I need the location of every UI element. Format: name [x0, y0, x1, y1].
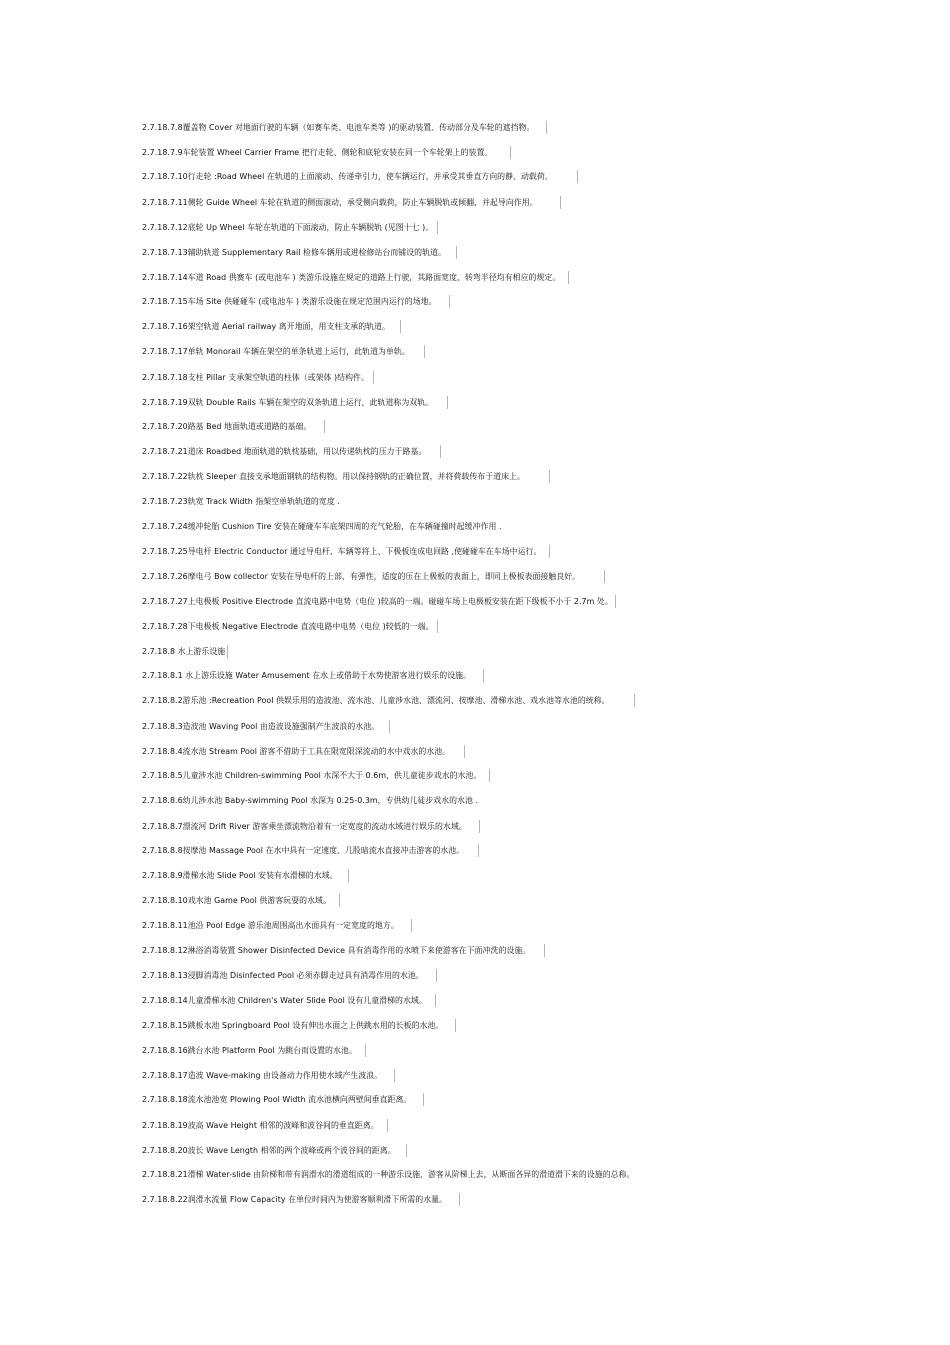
- line-text: 2.7.18.7.22轨枕 Sleeper 直接支承地面钢轨的结构物。用以保持钢轨的正确位置，并将荷载传布于道床上。: [142, 472, 525, 481]
- line-text: 2.7.18.7.14车道 Road 供赛车 (或电池车 ) 类游乐设施在规定的道路上行驶，其路面宽度、转弯半径均有相应的规定。: [142, 273, 561, 282]
- separator-bar: [459, 1193, 460, 1206]
- line-text: 2.7.18.7.21道床 Roadbed 地面轨道的轨枕基础，用以传递轨枕的压力于路基。: [142, 447, 427, 456]
- line-text: 2.7.18.8.2游乐池 :Recreation Pool 供娱乐用的造波池、流水池、儿童涉水池、漂流河、按摩池、滑梯水池、戏水池等水池的统称。: [142, 696, 610, 705]
- text-line: [142, 371, 374, 385]
- text-line: [142, 844, 479, 858]
- text-line: [142, 820, 480, 834]
- text-line: [142, 969, 437, 983]
- text-line: [142, 545, 550, 559]
- separator-bar: [424, 345, 425, 358]
- line-text: 2.7.18.8.15跳板水池 Springboard Pool 设有伸出水面之上供跳水用的长板的水池。: [142, 1021, 444, 1030]
- text-line: [142, 271, 569, 285]
- line-text: 2.7.18.7.28下电极板 Negative Electrode 直流电路中电势（电位 )较低的一端。: [142, 622, 434, 631]
- text-line: [142, 170, 578, 184]
- text-line: [142, 894, 340, 908]
- text-line: [142, 420, 325, 434]
- separator-bar: [348, 869, 349, 882]
- text-line: [142, 146, 511, 160]
- line-text: 2.7.18.8.21滑梯 Water-slide 由阶梯和带有润滑水的滑道组成的一种游乐设施，游客从阶梯上去，从断面各异的滑道滑下来的设施的总称。: [142, 1170, 635, 1179]
- text-line: [142, 196, 561, 210]
- line-text: 2.7.18.8.11池沿 Pool Edge 游乐池周围高出水面具有一定宽度的地方。: [142, 921, 399, 930]
- text-line: [142, 345, 425, 359]
- text-line: [142, 720, 390, 734]
- line-text: 2.7.18.7.27上电极板 Positive Electrode 直流电路中电势（电位 )较高的一端。碰碰车场上电极板安装在距下级板不小于 2.7m 处。: [142, 597, 613, 606]
- separator-bar: [568, 271, 569, 284]
- text-line: [142, 919, 412, 933]
- text-line: [142, 121, 547, 135]
- separator-bar: [324, 420, 325, 433]
- line-text: 2.7.18.7.16架空轨道 Aerial railway 离开地面，用支柱支承的轨道。: [142, 322, 390, 331]
- line-text: 2.7.18.8.12淋浴消毒装置 Shower Disinfected Device 具有消毒作用的水喷下来使游客在下面冲洗的设施。: [142, 946, 531, 955]
- line-text: 2.7.18.8.8按摩池 Massage Pool 在水中具有一定速度、几股暗流水直接冲击游客的水池。: [142, 846, 465, 855]
- line-text: 2.7.18.8.3造波池 Waving Pool 由造波设施强制产生波浪的水池。: [142, 722, 380, 731]
- line-text: 2.7.18.8.4流水池 Stream Pool 游客不借助于工具在限宽限深流动的水中戏水的水池。: [142, 747, 451, 756]
- line-text: 2.7.18.8.18流水池池宽 Plowing Pool Width 流水池横向两壁间垂直距离。: [142, 1095, 412, 1104]
- line-text: 2.7.18.8.5儿童涉水池 Children-swimming Pool 水深不大于 0.6m，供儿童徒步戏水的水池。: [142, 771, 482, 780]
- separator-bar: [546, 121, 547, 134]
- line-text: 2.7.18.8.16跳台水池 Platform Pool 为跳台而设置的水池。: [142, 1046, 357, 1055]
- separator-bar: [560, 196, 561, 209]
- line-text: 2.7.18.7.15车场 Site 供碰碰车 (或电池车 ) 类游乐设施在规定范围内运行的场地。: [142, 297, 437, 306]
- text-line: [142, 1044, 366, 1058]
- separator-bar: [373, 371, 374, 384]
- separator-bar: [455, 1019, 456, 1032]
- line-text: 2.7.18.7.10行走轮 :Road Wheel 在轨道的上面滚动、传递牵引力，使车辆运行，并承受其垂直方向的静、动载荷。: [142, 172, 553, 181]
- separator-bar: [478, 844, 479, 857]
- line-text: 2.7.18.7.9车轮装置 Wheel Carrier Frame 把行走轮、侧轮和底轮安装在同一个车轮架上的装置。: [142, 148, 493, 157]
- separator-bar: [615, 595, 616, 608]
- line-text: 2.7.18.7.24缓冲轮胎 Cushion Tire 安装在碰碰车车底架四周的充气轮胎，在车辆碰撞时起缓冲作用 .: [142, 522, 502, 531]
- text-line: [142, 769, 490, 783]
- text-line: [142, 944, 545, 958]
- separator-bar: [394, 1069, 395, 1082]
- text-line: [142, 669, 484, 683]
- separator-bar: [436, 969, 437, 982]
- text-line: [142, 445, 441, 459]
- separator-bar: [464, 745, 465, 758]
- line-text: 2.7.18.7.19双轨 Double Rails 车辆在架空的双条轨道上运行，此轨道称为双轨。: [142, 398, 434, 407]
- text-line: [142, 1193, 460, 1207]
- separator-bar: [387, 1119, 388, 1132]
- line-text: 2.7.18.8.6幼儿涉水池 Baby-swimming Pool 水深为 0.25-0.3m，专供幼儿徒步戏水的水池 .: [142, 796, 479, 805]
- line-text: 2.7.18.7.20路基 Bed 地面轨道或道路的基础。: [142, 422, 312, 431]
- line-text: 2.7.18.8.22润滑水流量 Flow Capacity 在单位时间内为使游客顺利滑下所需的水量。: [142, 1195, 448, 1204]
- line-text: 2.7.18.8.13浸脚消毒池 Disinfected Pool 必须赤脚走过具有消毒作用的水池。: [142, 971, 424, 980]
- separator-bar: [423, 1093, 424, 1106]
- text-line: [142, 1019, 456, 1033]
- separator-bar: [411, 919, 412, 932]
- line-text: 2.7.18.8.9滑梯水池 Slide Pool 安装有水滑梯的水域。: [142, 871, 338, 880]
- text-line: [142, 396, 448, 410]
- separator-bar: [449, 295, 450, 308]
- line-text: 2.7.18.7.13辅助轨道 Supplementary Rail 检修车辆用或进检修站台而铺设的轨道。: [142, 248, 446, 257]
- line-text: 2.7.18.7.8覆盖物 Cover 对地面行驶的车辆（如赛车类、电池车类等 )的驱动装置、传动部分及车轮的遮挡物。: [142, 123, 535, 132]
- text-line: [142, 794, 478, 808]
- separator-bar: [483, 669, 484, 682]
- text-line: [142, 595, 616, 609]
- separator-bar: [365, 1044, 366, 1057]
- separator-bar: [549, 545, 550, 558]
- text-line: [142, 295, 450, 309]
- section-heading: [142, 645, 228, 659]
- text-line: [142, 495, 340, 509]
- separator-bar: [544, 944, 545, 957]
- line-text: 2.7.18.7.17单轨 Monorail 车辆在架空的单条轨道上运行，此轨道为单轨。: [142, 347, 410, 356]
- separator-bar: [440, 445, 441, 458]
- line-text: 2.7.18.8.1 水上游乐设施 Water Amusement 在水上或借助于水势使游客进行娱乐的设施。: [142, 671, 472, 680]
- line-text: 2.7.18.7.26摩电弓 Bow collector 安装在导电杆的上部，有弹性，适度的压在上极板的表面上，即同上极板表面接触良好。: [142, 572, 581, 581]
- line-text: 2.7.18.8.19波高 Wave Height 相邻的波峰和波谷间的垂直距离。: [142, 1121, 379, 1130]
- text-line: [142, 221, 438, 235]
- separator-bar: [634, 694, 635, 707]
- line-text: 2.7.18.8.10戏水池 Game Pool 供游客玩耍的水域。: [142, 896, 331, 905]
- separator-bar: [437, 221, 438, 234]
- separator-bar: [406, 1144, 407, 1157]
- text-line: [142, 994, 436, 1008]
- line-text: 2.7.18.7.12底轮 Up Wheel 车轮在轨道的下面滚动，防止车辆脱轨 (见图十七 )。: [142, 223, 434, 232]
- separator-bar: [479, 820, 480, 833]
- text-line: [142, 320, 401, 334]
- text-line: [142, 1093, 424, 1107]
- line-text: 2.7.18.7.11侧轮 Guide Wheel 车轮在轨道的侧面滚动，承受侧向载荷，防止车辆脱轨或倾翻，并起导向作用。: [142, 198, 538, 207]
- line-text: 2.7.18.8.17造波 Wave-making 由设备动力作用使水域产生波浪。: [142, 1071, 383, 1080]
- line-text: 2.7.18.8.7漂流河 Drift River 游客乘坐漂流物沿着有一定宽度的流动水域进行娱乐的水域。: [142, 822, 467, 831]
- text-line: [142, 694, 635, 708]
- line-text: 2.7.18.8.14儿童滑梯水池 Children's Water Slide Pool 设有儿童滑梯的水域。: [142, 996, 427, 1005]
- separator-bar: [227, 645, 228, 658]
- separator-bar: [447, 396, 448, 409]
- text-line: [142, 520, 502, 534]
- separator-bar: [389, 720, 390, 733]
- line-text: 2.7.18.7.23轨宽 Track Width 指架空单轨轨道的宽度 .: [142, 497, 340, 506]
- separator-bar: [577, 170, 578, 183]
- text-line: [142, 1168, 634, 1182]
- separator-bar: [510, 146, 511, 159]
- line-text: 2.7.18.7.25导电杆 Electric Conductor 通过导电杆、车辆等将上、下极板连成电回路 ,使碰碰车在车场中运行。: [142, 547, 542, 556]
- text-line: [142, 1119, 388, 1133]
- text-line: [142, 1144, 407, 1158]
- separator-bar: [400, 320, 401, 333]
- text-line: [142, 745, 465, 759]
- separator-bar: [437, 620, 438, 633]
- text-line: [142, 570, 605, 584]
- separator-bar: [435, 994, 436, 1007]
- separator-bar: [549, 470, 550, 483]
- separator-bar: [489, 769, 490, 782]
- text-line: [142, 470, 550, 484]
- text-line: [142, 620, 438, 634]
- text-line: [142, 869, 349, 883]
- separator-bar: [604, 570, 605, 583]
- separator-bar: [339, 894, 340, 907]
- line-text: 2.7.18.8 水上游乐设施: [142, 647, 226, 656]
- text-line: [142, 246, 457, 260]
- text-line: [142, 1069, 395, 1083]
- line-text: 2.7.18.8.20波长 Wave Length 相邻的两个波峰或两个波谷间的距离。: [142, 1146, 396, 1155]
- separator-bar: [456, 246, 457, 259]
- line-text: 2.7.18.7.18支柱 Pillar 支承架空轨道的柱体（或架体 )结构件。: [142, 373, 369, 382]
